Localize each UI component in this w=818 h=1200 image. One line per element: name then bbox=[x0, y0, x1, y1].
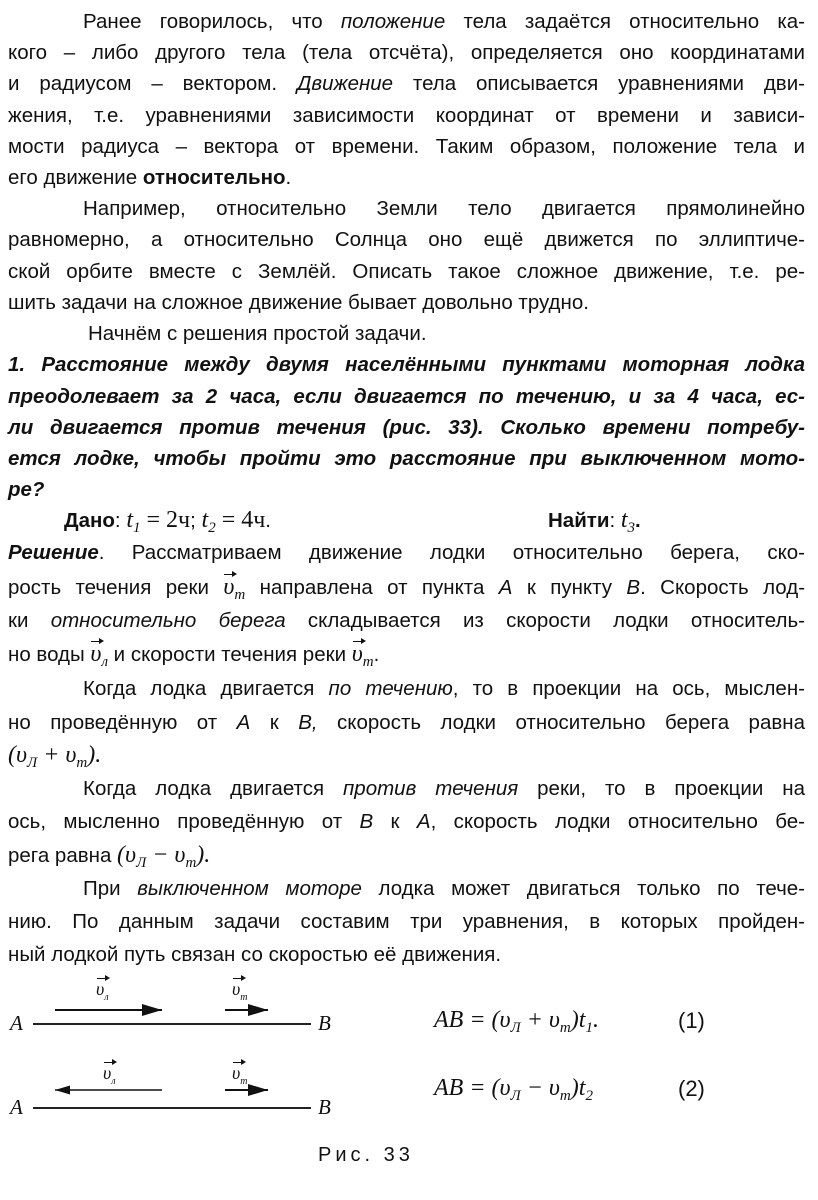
text-run: нию. По данным задачи составим три уравнения, в которых пройден- bbox=[8, 910, 805, 933]
text-line bbox=[8, 415, 805, 441]
text-line bbox=[8, 842, 805, 871]
text-line bbox=[8, 71, 805, 97]
point-b-2: B bbox=[318, 1095, 331, 1119]
math-expression: − $\upsilon_m$ bbox=[146, 842, 197, 871]
text-line bbox=[8, 134, 805, 160]
text-run: тела описывается уравнениями дви- bbox=[393, 72, 805, 95]
text-run: ось, мысленно проведённую от bbox=[8, 810, 360, 833]
italic-text: B, bbox=[298, 711, 318, 734]
text-run: и радиусом – вектором. bbox=[8, 72, 297, 95]
text-run: Например, относительно Земли тело двигается прямолинейно bbox=[83, 197, 805, 220]
t3-symbol: t bbox=[620, 507, 628, 533]
math-expression: ($\upsilon_Л$ bbox=[117, 842, 147, 871]
t1-symbol: t bbox=[126, 507, 133, 533]
italic-text: по течению bbox=[328, 677, 453, 700]
text-run: шить задачи на сложное движение бывает довольно трудно. bbox=[8, 291, 589, 314]
figure-caption: Рис. 33 bbox=[318, 1144, 414, 1166]
find-block: Найти: $t_3$. bbox=[548, 507, 641, 536]
italic-text: против течения bbox=[343, 777, 519, 800]
italic-text: выключенном моторе bbox=[137, 877, 362, 900]
text-run: направлена от пункта bbox=[245, 576, 499, 599]
text-run: Когда лодка двигается bbox=[83, 677, 329, 700]
text-line bbox=[8, 540, 805, 566]
equation-2: AB = $(\upsilon_Л - \upsilon_m)t_2$ bbox=[434, 1075, 593, 1104]
vector-symbol: $\upsilon_л$ bbox=[90, 641, 108, 670]
text-run: его движение bbox=[8, 166, 143, 189]
text-run: к bbox=[373, 810, 417, 833]
t2-value: = 4ч bbox=[215, 507, 266, 533]
t1-value: = 2ч bbox=[140, 507, 191, 533]
text-line bbox=[8, 103, 805, 129]
text-run: , то в проекции на ось, мыслен- bbox=[452, 677, 805, 700]
text-line bbox=[8, 165, 805, 191]
text-run: складывается из скорости лодки относитель- bbox=[285, 609, 805, 632]
text-run: . bbox=[285, 166, 292, 189]
italic-text: относительно берега bbox=[50, 609, 286, 632]
text-line bbox=[83, 776, 805, 802]
text-run: , скорость лодки относительно бе- bbox=[430, 810, 805, 833]
italic-text: B bbox=[626, 576, 641, 599]
equation-1-number: (1) bbox=[678, 1008, 705, 1033]
text-line bbox=[8, 574, 806, 603]
bold-italic-text: ли двигается против течения (рис. 33). Сколько времени потребу- bbox=[8, 416, 805, 439]
text-line bbox=[8, 477, 805, 503]
text-run: рега равна bbox=[8, 844, 118, 867]
text-run: но проведённую от bbox=[8, 711, 237, 734]
italic-text: B bbox=[359, 810, 374, 833]
math-expression: ). bbox=[87, 742, 102, 768]
text-line bbox=[8, 641, 805, 670]
text-run: . Скорость лод- bbox=[640, 576, 806, 599]
label-current-velocity-1: $\upsilon_m$ bbox=[232, 979, 248, 1003]
text-line bbox=[83, 876, 805, 902]
text-run: ный лодкой путь связан со скоростью её движения. bbox=[8, 943, 502, 966]
given-block: Дано: $t_1 = 2ч$; $t_2 = 4ч$. bbox=[64, 507, 271, 536]
point-b-1: B bbox=[318, 1011, 331, 1035]
t2-symbol: t bbox=[201, 507, 209, 533]
italic-text: Движение bbox=[296, 72, 394, 95]
text-run: жения, т.е. уравнениями зависимости координат от времени и зависи- bbox=[8, 104, 805, 127]
bold-italic-text: Решение bbox=[8, 541, 99, 564]
text-line bbox=[8, 909, 805, 935]
text-line bbox=[8, 446, 805, 472]
vector-symbol: $\upsilon_m$ bbox=[223, 574, 246, 603]
italic-text: A bbox=[498, 576, 513, 599]
equation-2-number: (2) bbox=[678, 1076, 705, 1101]
text-line bbox=[8, 742, 805, 771]
bold-italic-text: преодолевает за 2 часа, если двигается по течению, и за 4 часа, ес- bbox=[8, 385, 805, 408]
text-line bbox=[8, 710, 805, 736]
t3-sub: 3 bbox=[627, 520, 636, 536]
text-run: При bbox=[83, 877, 138, 900]
label-current-velocity-2: $\upsilon_m$ bbox=[232, 1063, 248, 1087]
label-boat-velocity-1: $\upsilon_л$ bbox=[96, 979, 109, 1003]
text-run: ки bbox=[8, 609, 51, 632]
bold-text: относительно bbox=[142, 166, 286, 189]
point-a-1: A bbox=[10, 1011, 23, 1035]
t2-sub: 2 bbox=[208, 520, 216, 536]
find-label: Найти bbox=[548, 509, 610, 532]
bold-italic-text: ется лодке, чтобы пройти это расстояние при выключенном мото- bbox=[8, 447, 805, 470]
text-line bbox=[8, 227, 805, 253]
t1-sub: 1 bbox=[133, 520, 141, 536]
text-line bbox=[8, 608, 805, 634]
text-run: Ранее говорилось, что bbox=[83, 10, 341, 33]
text-line bbox=[8, 942, 805, 968]
text-run: рость течения реки bbox=[8, 576, 224, 599]
text-run: тела задаётся относительно ка- bbox=[445, 10, 805, 33]
point-a-2: A bbox=[10, 1095, 23, 1119]
text-run: к bbox=[250, 711, 299, 734]
math-expression: ). bbox=[196, 842, 211, 868]
text-line bbox=[83, 676, 805, 702]
bold-italic-text: 1. Расстояние между двумя населёнными пунктами моторная лодка bbox=[8, 353, 805, 376]
bold-italic-text: ре? bbox=[8, 478, 45, 501]
text-line bbox=[8, 259, 805, 285]
text-line bbox=[8, 40, 805, 66]
text-run: ской орбите вместе с Землёй. Описать такое сложное движение, т.е. ре- bbox=[8, 260, 805, 283]
text-run: кого – либо другого тела (тела отсчёта), определяется оно координатами bbox=[8, 41, 805, 64]
text-run: Когда лодка двигается bbox=[83, 777, 344, 800]
text-run: . Рассматриваем движение лодки относительно берега, ско- bbox=[98, 541, 805, 564]
text-line bbox=[83, 196, 805, 222]
math-expression: ($\upsilon_Л$ bbox=[8, 742, 38, 771]
label-boat-velocity-2: $\upsilon_л$ bbox=[103, 1063, 116, 1087]
text-run: к пункту bbox=[512, 576, 627, 599]
text-run: равномерно, а относительно Солнца оно ещё движется по эллиптиче- bbox=[8, 228, 805, 251]
italic-text: A bbox=[236, 711, 251, 734]
text-line bbox=[8, 384, 805, 410]
text-run: лодка может двигаться только по тече- bbox=[361, 877, 806, 900]
given-label: Дано bbox=[64, 509, 115, 532]
text-line bbox=[8, 352, 805, 378]
text-line bbox=[88, 321, 805, 347]
text-run: скорость лодки относительно берега равна bbox=[317, 711, 805, 734]
equation-1: AB = $(\upsilon_Л + \upsilon_m)t_1$. bbox=[434, 1007, 599, 1036]
text-run: мости радиуса – вектора от времени. Таким образом, положение тела и bbox=[8, 135, 805, 158]
text-run: и скорости течения реки bbox=[107, 643, 352, 666]
italic-text: положение bbox=[340, 10, 446, 33]
text-run: . bbox=[373, 643, 380, 666]
text-line bbox=[83, 9, 805, 35]
text-run: Начнём с решения простой задачи. bbox=[88, 322, 427, 345]
text-run: реки, то в проекции на bbox=[518, 777, 805, 800]
text-line bbox=[8, 290, 805, 316]
italic-text: A bbox=[416, 810, 431, 833]
math-expression: + $\upsilon_m$ bbox=[37, 742, 88, 771]
text-run: но воды bbox=[8, 643, 91, 666]
vector-symbol: $\upsilon_m$ bbox=[351, 641, 374, 670]
text-line bbox=[8, 809, 805, 835]
